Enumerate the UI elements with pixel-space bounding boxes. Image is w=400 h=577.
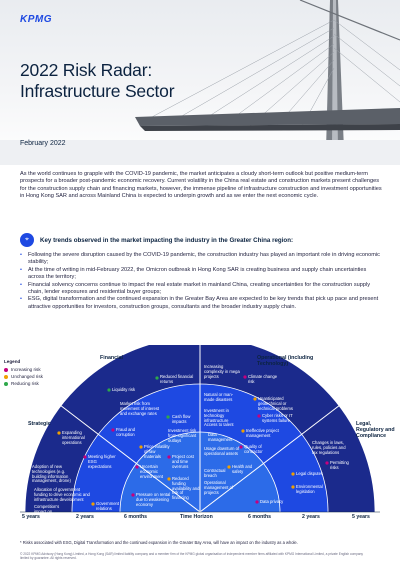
scale-left-6m: 6 months	[124, 514, 148, 520]
risk-label: Climate change risk	[248, 374, 278, 384]
risk-label: Pressure on rental due to weakening economy	[136, 492, 171, 507]
scale-right-6m: 6 months	[248, 514, 272, 520]
risk-label: Environmental legislation	[296, 484, 323, 494]
risk-label: Increasing complexity in mega projects	[204, 364, 240, 379]
risk-label: Investment risk from significant outlays	[168, 428, 197, 443]
risk-label: Quality of contractor	[244, 444, 263, 454]
list-item: • ESG, digital transformation and the continued expansion in the Greater Bay Area are expected to be key trends that pick up pace and present attractive opportunities for investors, construction groups, consultants and the broader industry supply chain.	[20, 296, 380, 310]
list-item: • Following the severe disruption caused by the COVID-19 pandemic, the construction industry has played an important role in driving economic stability;	[20, 252, 380, 266]
risk-label: Allocation of government funding to drive economic and infrastructure development	[34, 487, 90, 502]
risk-label: Market risk from movement of interest and exchange rates	[120, 401, 160, 416]
page-title	[20, 60, 174, 102]
reducing-risk-icon	[4, 382, 8, 386]
binoculars-icon: ⌖	[20, 233, 34, 247]
title-line-2: Infrastructure Sector	[20, 81, 175, 101]
risk-label: Project cost and time overruns	[172, 454, 194, 469]
risk-label: Uncertain economic environment	[140, 464, 164, 479]
publication-date: February 2022	[20, 140, 66, 147]
risk-label: Permitting risks	[330, 460, 349, 470]
risk-label: Government relations	[96, 501, 120, 511]
kpmg-logo: KPMG	[20, 14, 52, 25]
risk-label: Reduced financial returns	[160, 374, 194, 384]
title-line-1: 2022 Risk Radar:	[20, 60, 153, 80]
key-trends-title: Key trends observed in the market impacting the industry in the Greater China region:	[40, 236, 294, 244]
risk-label: Competition's impact on bidding prices	[34, 504, 60, 519]
risk-label: Liquidity risk	[112, 387, 136, 392]
radar-legend	[4, 358, 66, 387]
risk-label: Access to talent	[204, 422, 234, 427]
copyright: © 2022 KPMG Advisory (Hong Kong) Limited, a Hong Kong (SAR) limited liability company and a member firm of the KPMG global organisation of independent member firms affiliated with KPMG International Limited, a private English company limited by guarantee. All rights reserved.	[20, 552, 363, 561]
legend-item-increasing	[4, 366, 66, 373]
risk-label: Usage downturn of operational assets	[204, 446, 240, 456]
legend-label: Increasing risk	[11, 367, 41, 372]
risk-label: Reduced funding availability and risk of financing	[172, 476, 200, 501]
risk-label: Data privacy	[260, 499, 284, 504]
section-operational: Operational (including Technology)	[257, 355, 314, 367]
risk-label: Unanticipated geotechnical or technical problems	[258, 396, 293, 411]
key-trends-list	[20, 252, 380, 311]
risk-label: Legal disputes	[296, 471, 324, 476]
key-trends-header	[20, 233, 382, 247]
risk-label: Adoption of new technologies (e.g. building information management, drone)	[32, 464, 71, 484]
scale-left-5y: 5 years	[22, 514, 40, 520]
risk-label: Data management	[208, 432, 233, 442]
section-financial: Financial	[100, 355, 123, 361]
legend-label: Reducing risk	[11, 381, 39, 386]
scale-center: Time Horizon	[180, 514, 213, 520]
scale-left-2y: 2 years	[76, 514, 94, 520]
legend-item-reducing	[4, 380, 66, 387]
risk-label: Ineffective project management	[246, 428, 279, 438]
legend-item-unchanged	[4, 373, 66, 380]
risk-label: Expanding international operations	[62, 430, 85, 445]
risk-label: Investment in technology infrastructure	[204, 408, 229, 423]
risk-label: Meeting higher ESG expectations	[88, 454, 116, 469]
scale-right-5y: 5 years	[352, 514, 370, 520]
increasing-risk-icon	[4, 368, 8, 372]
list-item: • At the time of writing in mid-February 2022, the Omicron outbreak in Hong Kong SAR is creating business and supply chain uncertainties across the territory;	[20, 267, 380, 281]
unchanged-risk-icon	[4, 375, 8, 379]
risk-label: Fraud and corruption	[116, 427, 136, 437]
risk-label: Changes in laws, rules, policies and tax regulations	[312, 440, 346, 455]
section-legal: Legal, Regulatory and Compliance	[356, 421, 395, 439]
risk-label: Natural or man-made disasters	[204, 392, 234, 402]
risk-label: Cyber risks or IT systems failure	[262, 413, 293, 423]
legend-title: Legend	[4, 359, 21, 364]
legend-label: Unchanged risk	[11, 374, 43, 379]
scale-right-2y: 2 years	[302, 514, 320, 520]
risk-label: Cash flow impacts	[172, 414, 191, 424]
list-item: • Financial solvency concerns continue to impact the real estate market in mainland China, creating uncertainties for the construction supply chain, lender exposures and residential buyer groups;	[20, 282, 380, 296]
risk-label: Health and safety	[232, 464, 253, 474]
hero-banner	[0, 0, 400, 165]
section-strategic: Strategic	[28, 421, 51, 427]
footnote: * Risks associated with ESG, Digital Transformation and the continued expansion in the Greater Bay Area, will have an impact on the industry as a whole.	[20, 540, 298, 545]
risk-label: Price volatility of raw materials	[144, 444, 170, 459]
risk-label: Operational management of projects	[204, 480, 234, 495]
intro-paragraph: As the world continues to grapple with the COVID-19 pandemic, the market anticipates a cloudy short-term outlook but positive medium-term prospects for a broader post-pandemic economic recovery. Current volatility in the China real estate and construction markets present challenges for the construction supply chain and financing markets, however, the immense pipeline of infrastructure construction and investment opportunities in Hong Kong SAR and across Mainland China is expected to underpin growth and as we enter the next economic cycle.	[20, 171, 382, 199]
risk-label: Contractual breach	[204, 468, 226, 478]
